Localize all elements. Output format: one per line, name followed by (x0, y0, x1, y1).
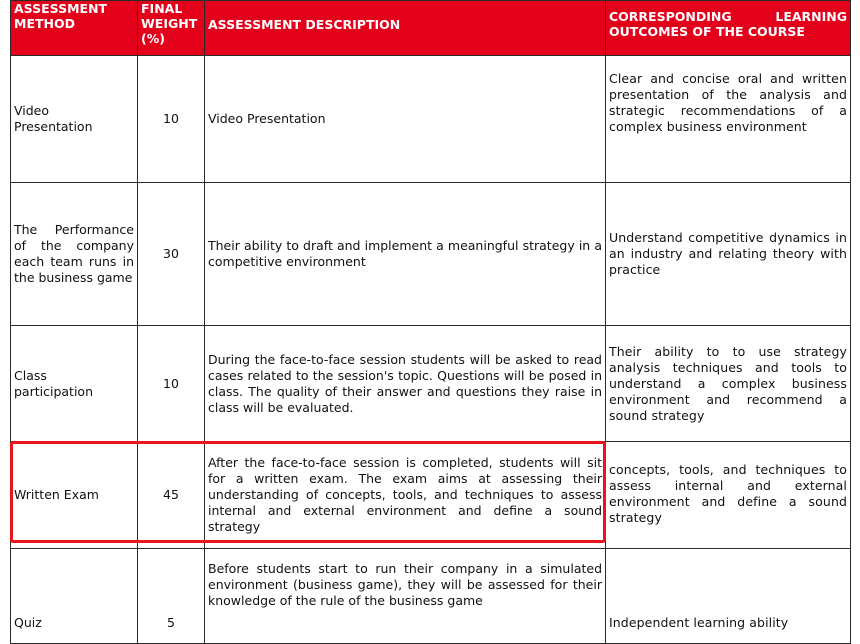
header-outcomes (606, 1, 851, 56)
method-cell: Written Exam (11, 442, 138, 549)
header-outcomes-line1: CORRESPONDING LEARNING (609, 9, 847, 24)
header-weight-line2: WEIGHT (141, 16, 198, 31)
outcome-cell: Their ability to to use strategy analysis techniques and tools to understand a complex business environment and recommend a sound strategy (606, 326, 851, 442)
table-row (11, 56, 851, 183)
assessment-table (10, 0, 851, 644)
header-weight-line3: (%) (141, 31, 165, 46)
header-description: ASSESSMENT DESCRIPTION (205, 1, 606, 56)
weight-cell: 10 (138, 326, 205, 442)
header-method-line2: METHOD (14, 16, 75, 31)
description-cell: During the face-to-face session students will be asked to read cases related to the session's topic. Questions will be posed in class. The quality of their answer and questions they raise in class will be evaluated. (205, 326, 606, 442)
header-weight-line1: FINAL (141, 1, 183, 16)
weight-cell: 30 (138, 183, 205, 326)
outcome-cell: concepts, tools, and techniques to assess internal and external environment and define a sound strategy (606, 442, 851, 549)
outcome-cell: Clear and concise oral and written presentation of the analysis and strategic recommendations of a complex business environment (606, 56, 851, 183)
header-outcomes-line2: OUTCOMES OF THE COURSE (609, 24, 805, 39)
header-method (11, 1, 138, 56)
outcome-cell: Understand competitive dynamics in an industry and relating theory with practice (606, 183, 851, 326)
table-row (11, 549, 851, 644)
table-row (11, 442, 851, 549)
method-cell: Quiz (11, 549, 138, 644)
table-row (11, 326, 851, 442)
method-cell: Class participation (11, 326, 138, 442)
description-cell: Their ability to draft and implement a meaningful strategy in a competitive environment (205, 183, 606, 326)
description-cell: Video Presentation (205, 56, 606, 183)
header-weight (138, 1, 205, 56)
header-method-line1: ASSESSMENT (14, 1, 108, 16)
description-cell: Before students start to run their company in a simulated environment (business game), they will be assessed for their knowledge of the rule of the business game (205, 549, 606, 644)
header-row (11, 1, 851, 56)
table-row (11, 183, 851, 326)
weight-cell: 45 (138, 442, 205, 549)
weight-cell: 10 (138, 56, 205, 183)
weight-cell: 5 (138, 549, 205, 644)
method-cell: Video Presentation (11, 56, 138, 183)
description-cell: After the face-to-face session is completed, students will sit for a written exam. The exam aims at assessing their understanding of concepts, tools, and techniques to assess internal and external environment and define a sound strategy (205, 442, 606, 549)
method-cell: The Performance of the company each team runs in the business game (11, 183, 138, 326)
outcome-cell: Independent learning ability (606, 549, 851, 644)
